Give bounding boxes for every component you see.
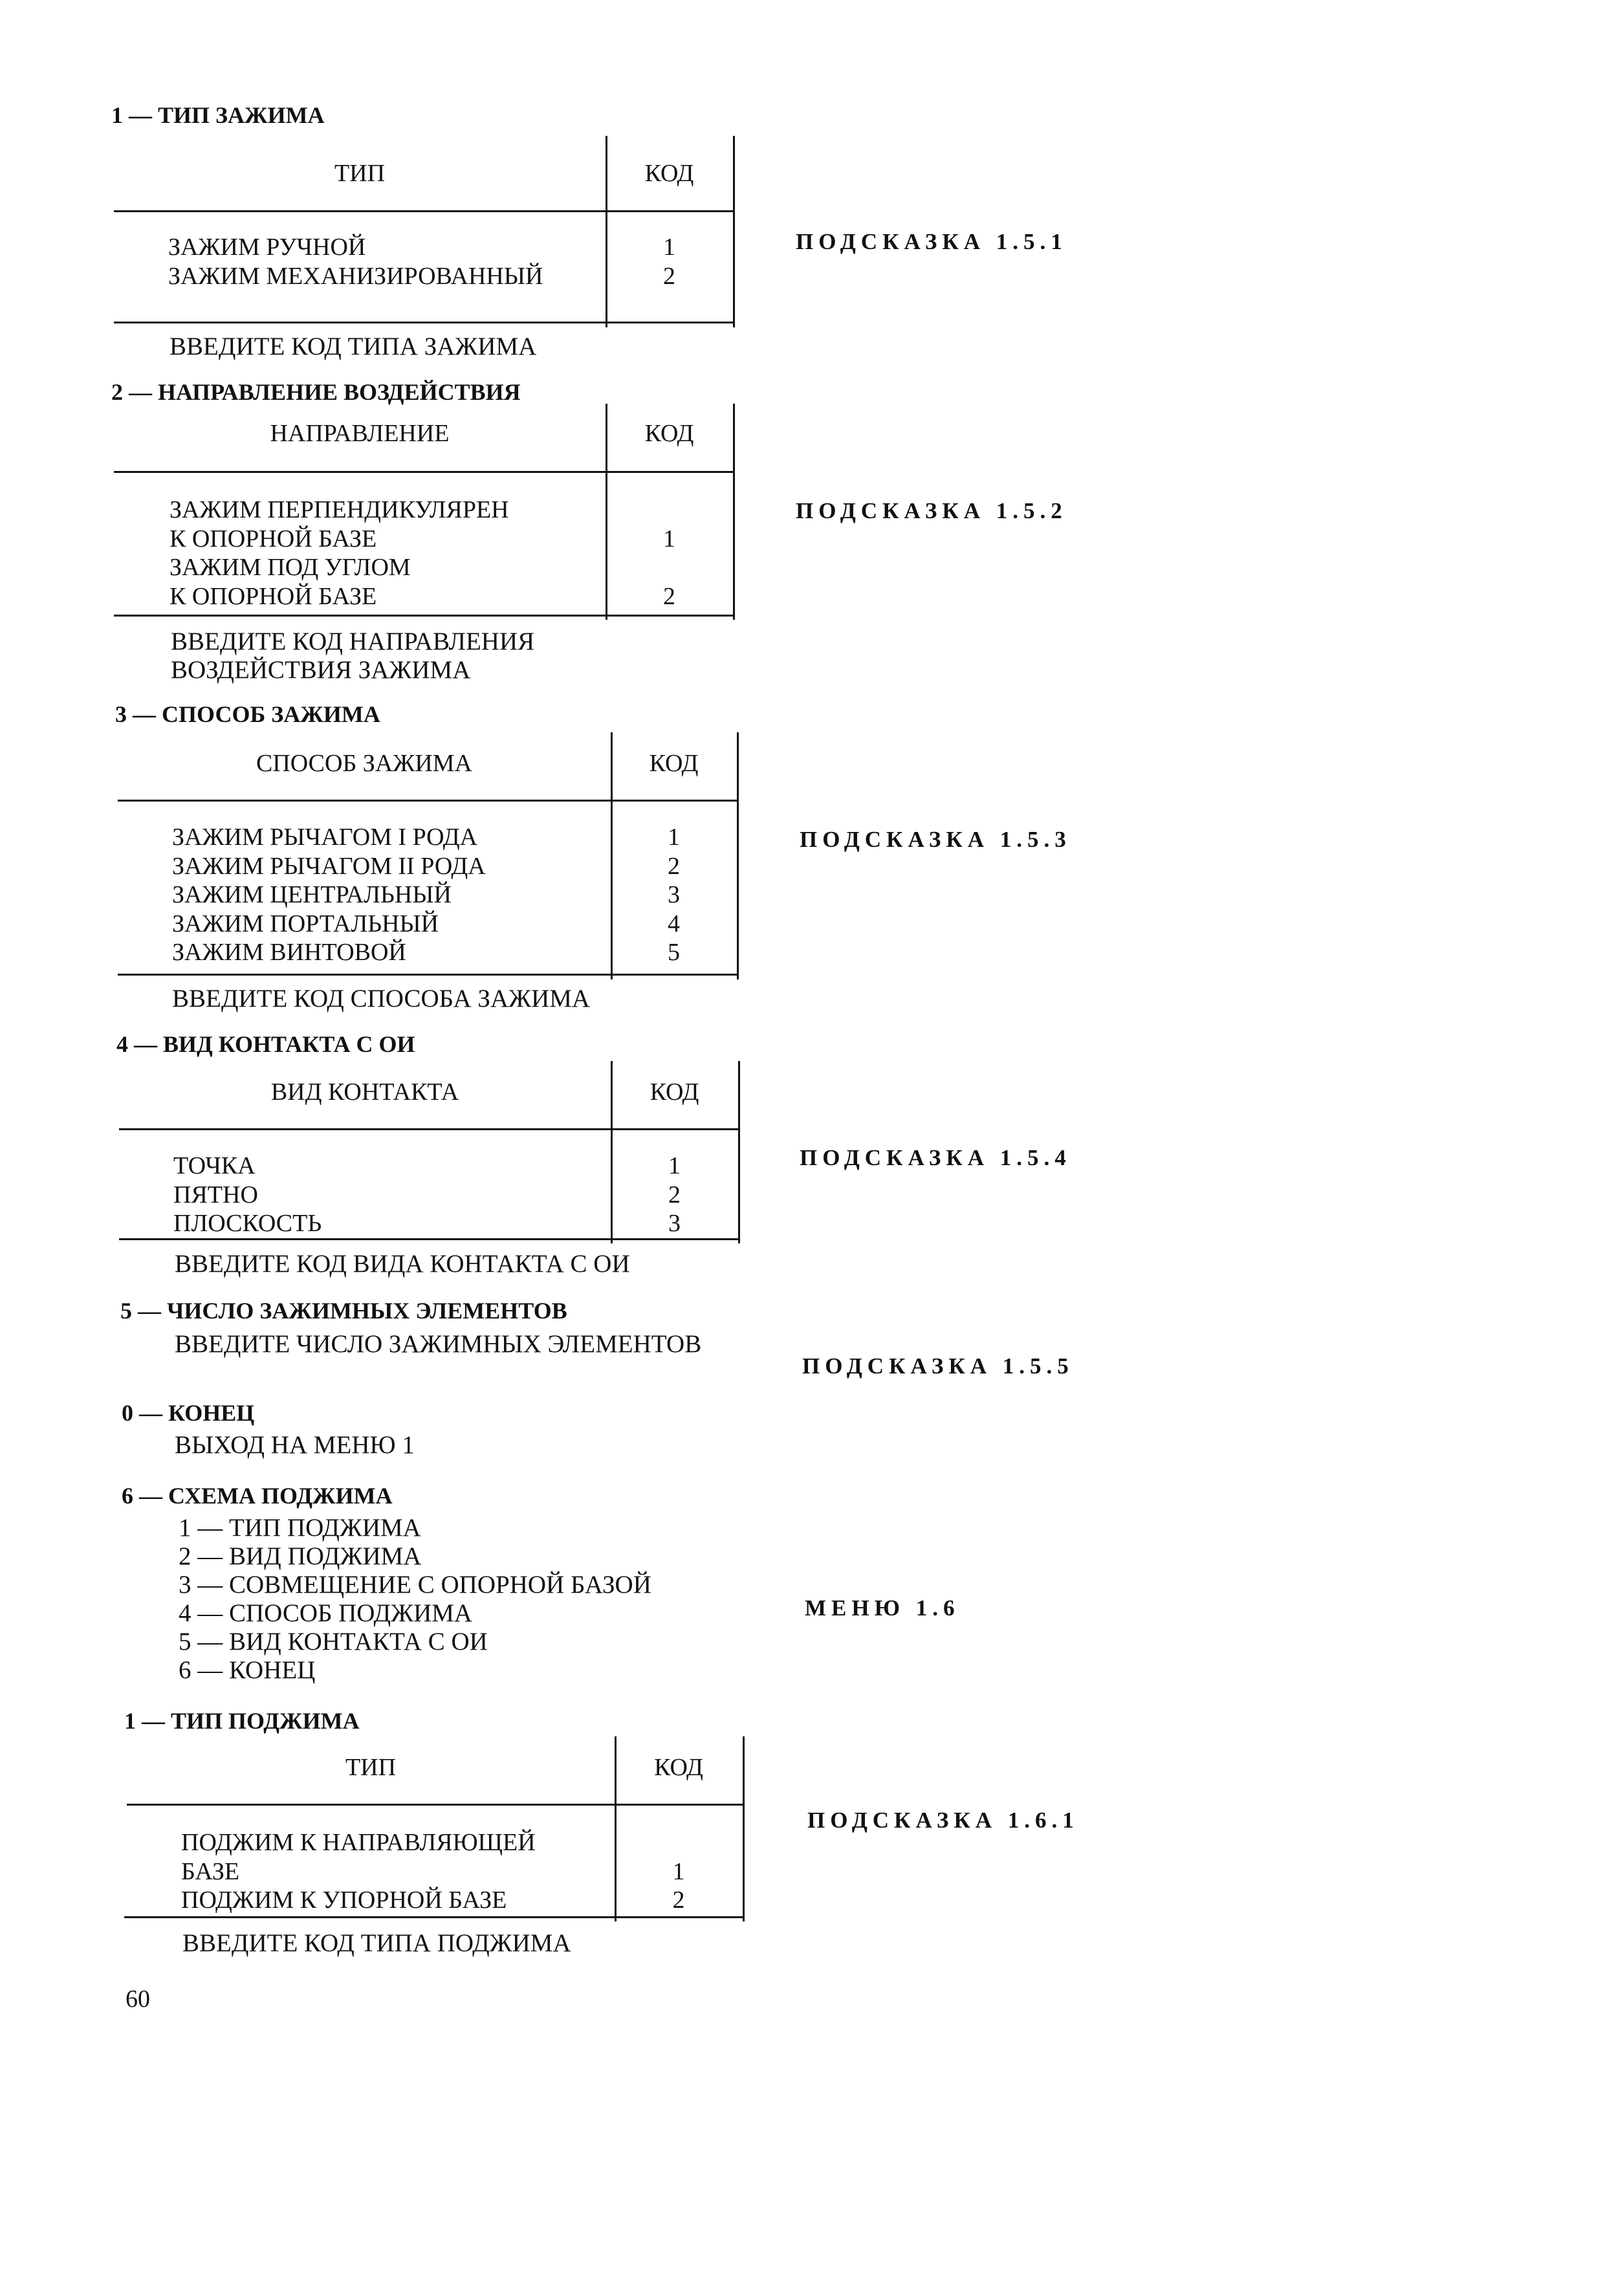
section-heading: 1 — ТИП ЗАЖИМА <box>111 102 325 128</box>
table-row: ЗАЖИМ ПОД УГЛОМ <box>169 554 411 581</box>
prompt-text: ВВЕДИТЕ КОД ВИДА КОНТАКТА С ОИ <box>175 1250 630 1278</box>
table-row: БАЗЕ 1 <box>181 1857 685 1885</box>
codes-table <box>119 1061 740 1243</box>
column-header-contact: ВИД КОНТАКТА <box>270 1078 459 1106</box>
hint-reference: ПОДСКАЗКА 1.6.1 <box>807 1808 1079 1833</box>
list-item: 2 — ВИД ПОДЖИМА <box>179 1542 422 1570</box>
prompt-text: ВВЕДИТЕ ЧИСЛО ЗАЖИМНЫХ ЭЛЕМЕНТОВ <box>175 1330 702 1358</box>
section-heading: 4 — ВИД КОНТАКТА С ОИ <box>116 1031 415 1057</box>
column-header-code: КОД <box>644 420 694 447</box>
table-bottom-rule <box>119 1238 738 1240</box>
codes-table <box>127 1736 749 1921</box>
table-row: ПЛОСКОСТЬ 3 <box>173 1210 681 1237</box>
list-item: 3 — СОВМЕЩЕНИЕ С ОПОРНОЙ БАЗОЙ <box>179 1571 651 1599</box>
hint-reference: ПОДСКАЗКА 1.5.4 <box>800 1145 1071 1170</box>
hint-reference: ПОДСКАЗКА 1.5.5 <box>802 1353 1074 1379</box>
section-heading: 6 — СХЕМА ПОДЖИМА <box>122 1483 393 1509</box>
table-row: ПЯТНО 2 <box>173 1181 681 1208</box>
section-heading: 3 — СПОСОБ ЗАЖИМА <box>115 701 380 727</box>
table-row: ЗАЖИМ ПОРТАЛЬНЫЙ 4 <box>172 910 680 937</box>
hint-reference: ПОДСКАЗКА 1.5.3 <box>800 827 1071 852</box>
codes-table <box>114 404 735 620</box>
prompt-text: ВЫХОД НА МЕНЮ 1 <box>175 1431 415 1459</box>
table-row: ПОДЖИМ К УПОРНОЙ БАЗЕ 2 <box>181 1886 685 1914</box>
section-heading: 2 — НАПРАВЛЕНИЕ ВОЗДЕЙСТВИЯ <box>111 379 521 405</box>
header-rule <box>119 1128 738 1130</box>
codes-table <box>114 136 735 327</box>
column-header-code: КОД <box>644 160 694 187</box>
page-number: 60 <box>126 1985 150 2013</box>
table-bottom-rule <box>114 615 733 617</box>
prompt-text: ВВЕДИТЕ КОД ТИПА ЗАЖИМА <box>169 333 537 360</box>
list-item: 6 — КОНЕЦ <box>179 1656 316 1684</box>
table-row: ТОЧКА 1 <box>173 1152 681 1179</box>
column-header-method: СПОСОБ ЗАЖИМА <box>256 750 472 777</box>
prompt-text: ВОЗДЕЙСТВИЯ ЗАЖИМА <box>171 656 471 684</box>
column-header-type: ТИП <box>345 1754 397 1781</box>
table-row: ЗАЖИМ РЫЧАГОМ II РОДА 2 <box>172 852 680 880</box>
section-heading: 0 — КОНЕЦ <box>122 1400 255 1426</box>
column-header-direction: НАПРАВЛЕНИЕ <box>270 420 450 447</box>
section-heading: 1 — ТИП ПОДЖИМА <box>124 1708 360 1734</box>
list-item: 1 — ТИП ПОДЖИМА <box>179 1514 421 1542</box>
header-rule <box>114 210 733 212</box>
table-row: ЗАЖИМ РУЧНОЙ 1 <box>168 234 675 261</box>
menu-reference: МЕНЮ 1.6 <box>805 1595 960 1621</box>
prompt-text: ВВЕДИТЕ КОД ТИПА ПОДЖИМА <box>182 1929 571 1957</box>
prompt-text: ВВЕДИТЕ КОД СПОСОБА ЗАЖИМА <box>172 985 591 1012</box>
table-row: К ОПОРНОЙ БАЗЕ 2 <box>169 582 675 610</box>
table-row: ЗАЖИМ ЦЕНТРАЛЬНЫЙ 3 <box>172 881 680 908</box>
header-rule <box>127 1804 744 1806</box>
table-row: К ОПОРНОЙ БАЗЕ 1 <box>169 525 675 552</box>
prompt-text: ВВЕДИТЕ КОД НАПРАВЛЕНИЯ <box>171 628 535 655</box>
list-item: 4 — СПОСОБ ПОДЖИМА <box>179 1599 473 1627</box>
table-bottom-rule <box>124 1916 744 1918</box>
table-bottom-rule <box>114 322 733 323</box>
codes-table <box>118 732 739 979</box>
column-header-code: КОД <box>649 750 699 777</box>
section-heading: 5 — ЧИСЛО ЗАЖИМНЫХ ЭЛЕМЕНТОВ <box>120 1298 567 1324</box>
hint-reference: ПОДСКАЗКА 1.5.2 <box>796 498 1067 523</box>
list-item: 5 — ВИД КОНТАКТА С ОИ <box>179 1628 488 1656</box>
hint-reference: ПОДСКАЗКА 1.5.1 <box>796 229 1067 254</box>
column-header-type: ТИП <box>334 160 386 187</box>
header-rule <box>118 800 737 802</box>
table-row: ЗАЖИМ РЫЧАГОМ I РОДА 1 <box>172 824 680 851</box>
table-row: ЗАЖИМ МЕХАНИЗИРОВАННЫЙ 2 <box>168 262 675 290</box>
column-header-code: КОД <box>654 1754 703 1781</box>
table-row: ЗАЖИМ ВИНТОВОЙ 5 <box>172 939 680 966</box>
column-header-code: КОД <box>650 1078 699 1106</box>
table-bottom-rule <box>118 974 737 976</box>
table-right-border <box>733 136 735 327</box>
submenu-list <box>179 1514 651 1685</box>
table-row: ПОДЖИМ К НАПРАВЛЯЮЩЕЙ <box>181 1829 536 1856</box>
header-rule <box>114 471 733 473</box>
table-row: ЗАЖИМ ПЕРПЕНДИКУЛЯРЕН <box>169 496 509 523</box>
